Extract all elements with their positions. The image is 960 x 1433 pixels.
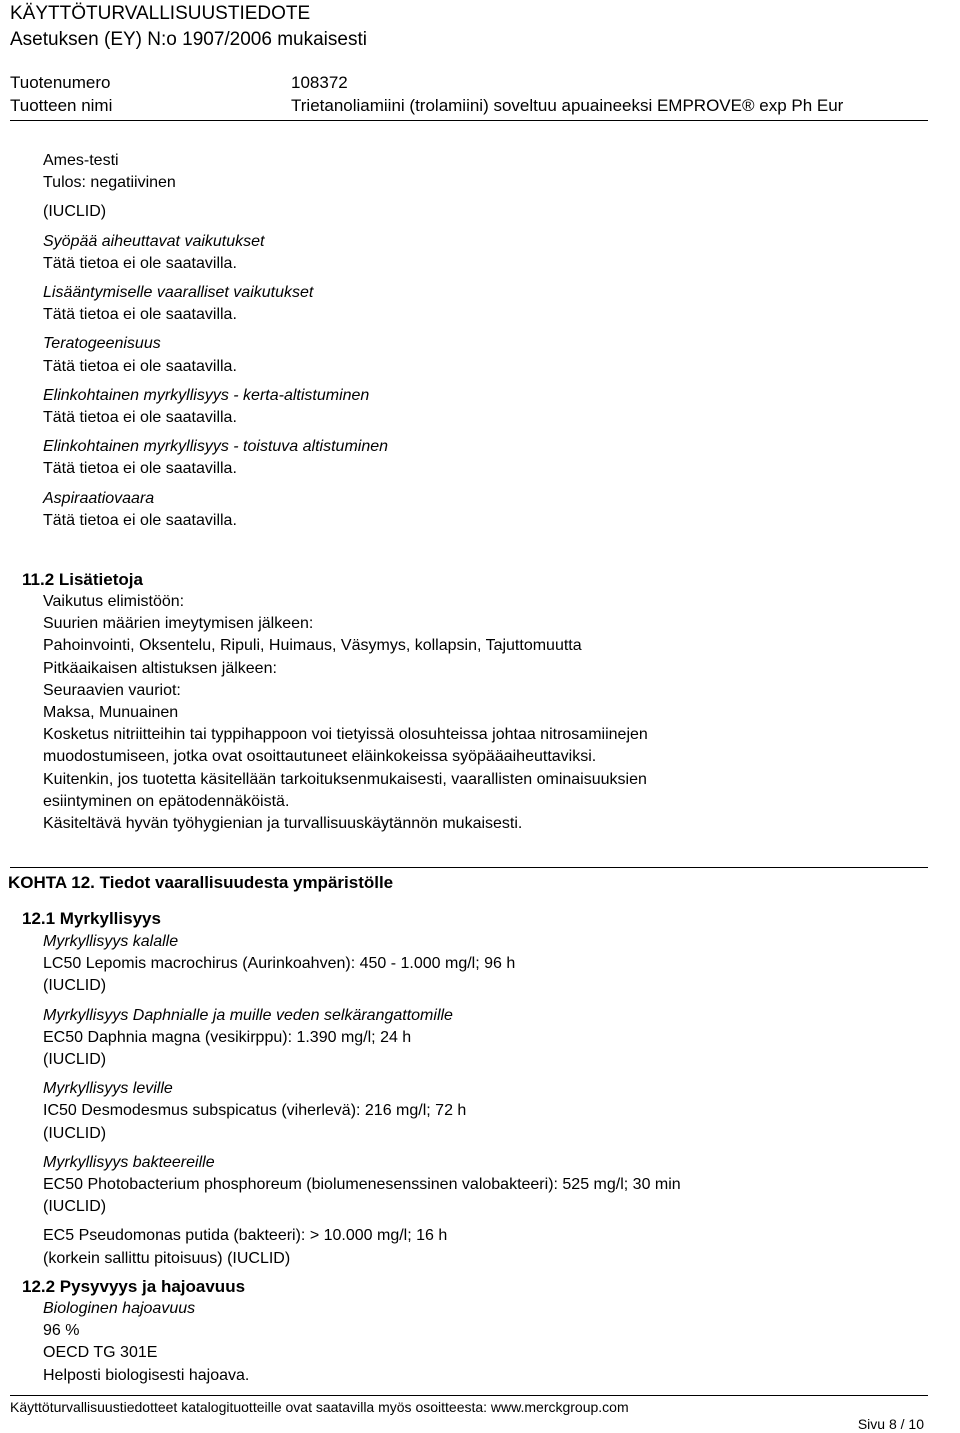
info-line: Maksa, Munuainen bbox=[43, 704, 179, 722]
biodegradability-text: Helposti biologisesti hajoava. bbox=[43, 1366, 250, 1384]
info-line: Vaikutus elimistöön: bbox=[43, 593, 185, 610]
info-line: Käsiteltävä hyvän työhygienian ja turvallisuuskäytännön mukaisesti. bbox=[43, 815, 523, 833]
section-12-1-heading: 12.1 Myrkyllisyys bbox=[22, 909, 161, 928]
daphnia-toxicity-value: EC50 Daphnia magna (vesikirppu): 1.390 mg/l; 24 h bbox=[43, 1028, 412, 1046]
ames-source: (IUCLID) bbox=[43, 203, 107, 221]
algae-toxicity-title: Myrkyllisyys leville bbox=[43, 1080, 173, 1098]
product-name-value: Trietanoliamiini (trolamiini) soveltuu apuaineeksi EMPROVE® exp Ph Eur bbox=[291, 96, 844, 115]
bacteria-toxicity-value: EC50 Photobacterium phosphoreum (biolumenesenssinen valobakteeri): 525 mg/l; 30 min bbox=[43, 1176, 681, 1194]
product-number-value: 108372 bbox=[291, 73, 348, 92]
fish-toxicity-title: Myrkyllisyys kalalle bbox=[43, 933, 179, 950]
tox-item-title: Aspiraatiovaara bbox=[43, 489, 155, 507]
regulation-line: Asetuksen (EY) N:o 1907/2006 mukaisesti bbox=[10, 29, 367, 50]
tox-item-text: Tätä tietoa ei ole saatavilla. bbox=[43, 306, 237, 324]
daphnia-toxicity-title: Myrkyllisyys Daphnialle ja muille veden selkärangattomille bbox=[43, 1006, 453, 1024]
tox-item-text: Tätä tietoa ei ole saatavilla. bbox=[43, 409, 237, 427]
algae-toxicity-source: (IUCLID) bbox=[43, 1124, 107, 1142]
bacteria-toxicity-source: (korkein sallittu pitoisuus) (IUCLID) bbox=[43, 1249, 291, 1267]
biodegradability-title: Biologinen hajoavuus bbox=[43, 1300, 196, 1317]
fish-toxicity-value: LC50 Lepomis macrochirus (Aurinkoahven): 450 - 1.000 mg/l; 96 h bbox=[43, 955, 516, 973]
biodegradability-value: 96 % bbox=[43, 1322, 80, 1340]
footer-divider bbox=[10, 1395, 928, 1396]
tox-item-text: Tätä tietoa ei ole saatavilla. bbox=[43, 460, 237, 478]
toxicology-block bbox=[43, 150, 943, 532]
info-line: Kuitenkin, jos tuotetta käsitellään tarkoituksenmukaisesti, vaarallisten ominaisuuksien bbox=[43, 770, 647, 788]
ames-result: Tulos: negatiivinen bbox=[43, 174, 176, 192]
tox-item-title: Teratogeenisuus bbox=[43, 335, 161, 353]
section-12-heading: KOHTA 12. Tiedot vaarallisuudesta ympäristölle bbox=[8, 873, 394, 892]
tox-item-title: Lisääntymiselle vaaralliset vaikutukset bbox=[43, 284, 314, 302]
degradability-block bbox=[43, 1298, 943, 1387]
bacteria-toxicity-title: Myrkyllisyys bakteereille bbox=[43, 1153, 215, 1171]
product-number-label: Tuotenumero bbox=[10, 73, 111, 92]
algae-toxicity-value: IC50 Desmodesmus subspicatus (viherlevä): 216 mg/l; 72 h bbox=[43, 1102, 467, 1120]
product-name-label: Tuotteen nimi bbox=[10, 96, 113, 115]
info-line: Kosketus nitriitteihin tai typpihappoon voi tietyissä olosuhteissa johtaa nitrosamiinejen bbox=[43, 726, 648, 744]
biodegradability-method: OECD TG 301E bbox=[43, 1344, 158, 1362]
info-line: Suurien määrien imeytymisen jälkeen: bbox=[43, 615, 314, 633]
page-number: Sivu 8 / 10 bbox=[857, 1416, 924, 1432]
document-title: KÄYTTÖTURVALLISUUSTIEDOTE bbox=[10, 3, 311, 24]
tox-item-title: Elinkohtainen myrkyllisyys - toistuva altistuminen bbox=[43, 438, 389, 456]
tox-item-title: Elinkohtainen myrkyllisyys - kerta-altistuminen bbox=[43, 386, 370, 404]
info-line: Pahoinvointi, Oksentelu, Ripuli, Huimaus, Väsymys, kollapsin, Tajuttomuutta bbox=[43, 637, 582, 655]
tox-item-text: Tätä tietoa ei ole saatavilla. bbox=[43, 254, 237, 272]
info-line: muodostumiseen, jotka ovat osoittautuneet eläinkokeissa syöpääaiheuttaviksi. bbox=[43, 748, 597, 766]
info-line: esiintyminen on epätodennäköistä. bbox=[43, 792, 290, 810]
daphnia-toxicity-source: (IUCLID) bbox=[43, 1051, 107, 1069]
fish-toxicity-source: (IUCLID) bbox=[43, 977, 107, 995]
header-divider bbox=[10, 120, 928, 121]
info-line: Seuraavien vauriot: bbox=[43, 681, 181, 699]
toxicity-block bbox=[43, 931, 943, 1270]
tox-item-text: Tätä tietoa ei ole saatavilla. bbox=[43, 357, 237, 375]
tox-item-text: Tätä tietoa ei ole saatavilla. bbox=[43, 511, 237, 529]
tox-item-title: Syöpää aiheuttavat vaikutukset bbox=[43, 232, 265, 250]
bacteria-toxicity-source: (IUCLID) bbox=[43, 1198, 107, 1216]
info-line: Pitkäaikaisen altistuksen jälkeen: bbox=[43, 659, 277, 677]
section-12-2-heading: 12.2 Pysyvyys ja hajoavuus bbox=[22, 1277, 246, 1296]
footer-note: Käyttöturvallisuustiedotteet katalogituotteille ovat saatavilla myös osoitteesta: www.merckgroup.com bbox=[10, 1399, 629, 1415]
bacteria-toxicity-value: EC5 Pseudomonas putida (bakteeri): > 10.000 mg/l; 16 h bbox=[43, 1227, 448, 1245]
ames-test: Ames-testi bbox=[43, 152, 119, 169]
section-11-2-heading: 11.2 Lisätietoja bbox=[22, 570, 143, 589]
section-11-2-body bbox=[43, 591, 943, 835]
section-12-divider bbox=[10, 867, 928, 868]
